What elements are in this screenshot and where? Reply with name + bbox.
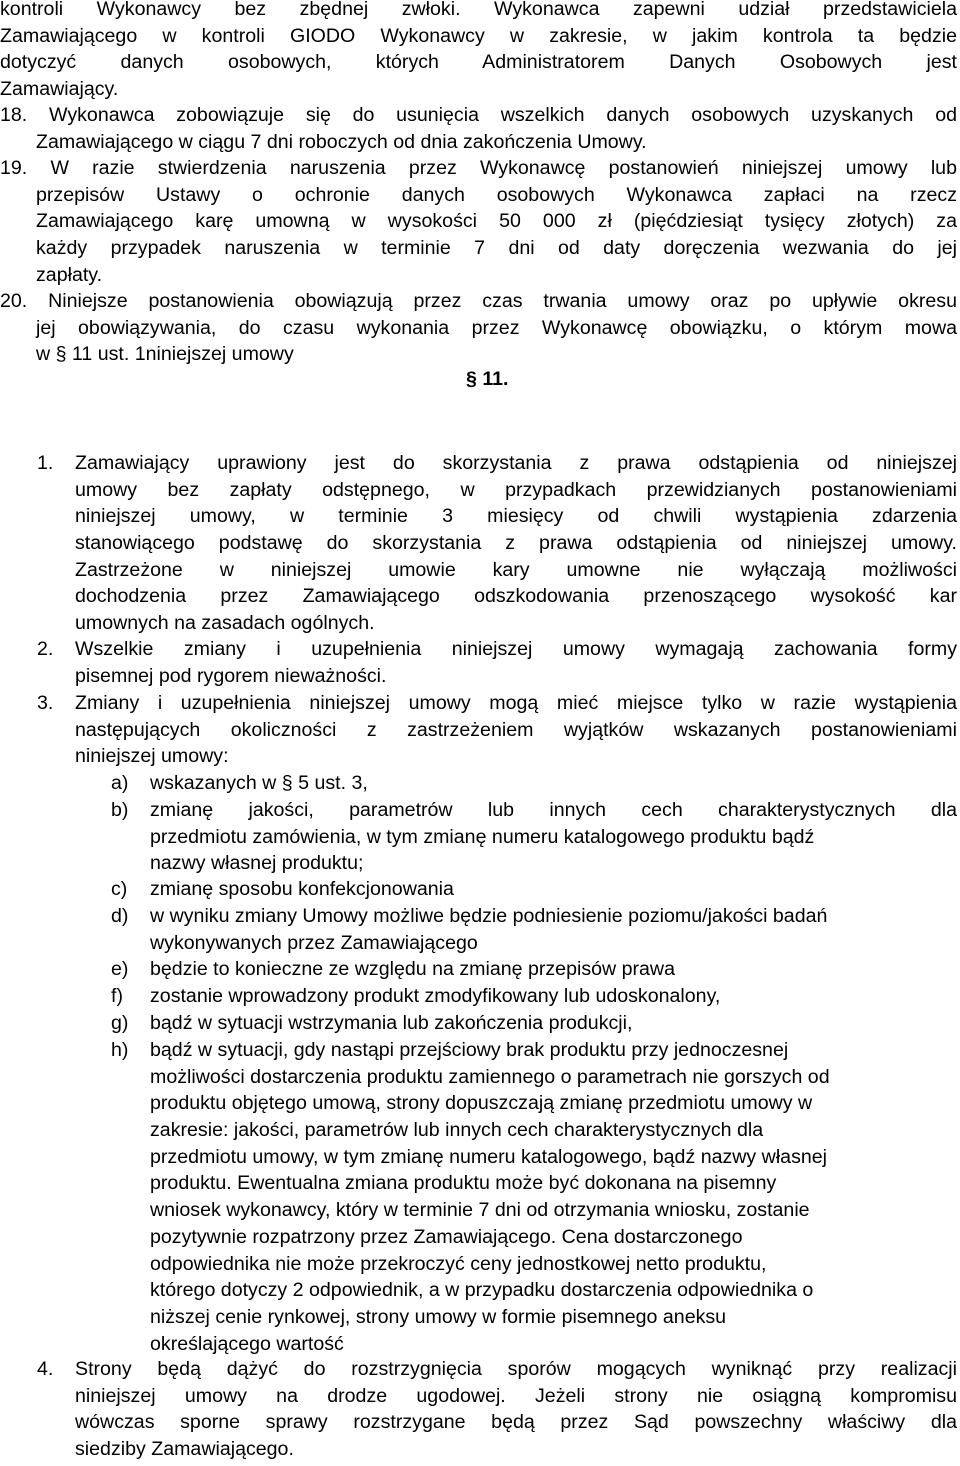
text-line: umownych na zasadach ogólnych. xyxy=(75,612,375,635)
subitem-letter: a) xyxy=(111,772,129,794)
subitem-letter: d) xyxy=(111,905,129,927)
subitem-letter: f) xyxy=(111,985,123,1007)
text-line: przepisów Ustawy o ochronie danych osobowych Wykonawca zapłaci na rzecz xyxy=(36,183,957,206)
point-number: 1. xyxy=(37,452,54,474)
text-line: Zamawiający uprawiony jest do skorzystania z prawa odstąpienia od niniejszej xyxy=(75,452,957,474)
text-line: bądź w sytuacji, gdy nastąpi przejściowy brak produktu przy jednoczesnej xyxy=(150,1039,789,1061)
text-line: w § 11 ust. 1niniejszej umowy xyxy=(36,343,294,366)
text-line: Zastrzeżone w niniejszej umowie kary umowne nie wyłączają możliwości xyxy=(75,558,957,581)
text-line: wniosek wykonawcy, który w terminie 7 dni od otrzymania wniosku, zostanie xyxy=(150,1199,810,1222)
text-line: dochodzenia przez Zamawiającego odszkodowania przenoszącego wysokość kar xyxy=(75,585,957,608)
text-line: w wyniku zmiany Umowy możliwe będzie podniesienie poziomu/jakości badań xyxy=(150,905,828,927)
text-line: produktu objętego umową, strony dopuszczają zmianę przedmiotu umowy w xyxy=(150,1092,813,1115)
point-number: 3. xyxy=(37,692,54,714)
text-line: określającego wartość xyxy=(150,1332,344,1355)
text-line: Zamawiającego w kontroli GIODO Wykonawcy w zakresie, w jakim kontrola ta będzie xyxy=(0,24,957,47)
text-line: niniejszej umowy, w terminie 3 miesięcy od chwili wystąpienia zdarzenia xyxy=(75,505,957,528)
subitem-letter: h) xyxy=(111,1039,129,1061)
subitem-letter: e) xyxy=(111,958,129,980)
continuation-paragraph xyxy=(0,0,957,103)
text-line: następujących okoliczności z zastrzeżeniem wyjątków wskazanych postanowieniami xyxy=(75,718,957,741)
clause-first-line: 19. W razie stwierdzenia naruszenia przez Wykonawcę postanowień niniejszej umowy lub xyxy=(0,157,957,179)
text-line: którego dotyczy 2 odpowiednik, a w przypadku dostarczenia odpowiednika o xyxy=(150,1279,814,1302)
clause-number: 20. xyxy=(0,290,28,312)
text-line: odpowiednika nie może przekroczyć ceny jednostkowej netto produktu, xyxy=(150,1252,767,1275)
text-line: niższej cenie rynkowej, strony umowy w formie pisemnego aneksu xyxy=(150,1305,727,1328)
text-line: bądź w sytuacji wstrzymania lub zakończenia produkcji, xyxy=(150,1012,633,1034)
text-line: każdy przypadek naruszenia w terminie 7 dni od daty doręczenia wezwania do jej xyxy=(36,237,957,260)
text-line: Zamawiającego w ciągu 7 dni roboczych od dnia zakończenia Umowy. xyxy=(36,130,647,153)
text-line: umowy bez zapłaty odstępnego, w przypadkach przewidzianych postanowieniami xyxy=(75,478,957,501)
text-line: nazwy własnej produktu; xyxy=(150,852,364,875)
text-line: stanowiącego podstawę do skorzystania z prawa odstąpienia od niniejszej umowy. xyxy=(75,532,957,555)
clause-20 xyxy=(0,288,957,368)
text-line: Wszelkie zmiany i uzupełnienia niniejszej umowy wymagają zachowania formy xyxy=(75,638,957,660)
text-line: kontroli Wykonawcy bez zbędnej zwłoki. Wykonawca zapewni udział przedstawiciela xyxy=(0,0,957,20)
point-number: 4. xyxy=(37,1358,54,1380)
clause-19 xyxy=(0,155,957,288)
text-line: zmianę jakości, parametrów lub innych cech charakterystycznych dla xyxy=(150,799,957,821)
text-line: jej obowiązywania, do czasu wykonania przez Wykonawcę obowiązku, o którym mowa xyxy=(36,316,957,339)
subitem-letter: b) xyxy=(111,799,129,821)
point-number: 2. xyxy=(37,638,54,660)
text-line: zapłaty. xyxy=(36,263,103,286)
text-line: Zmiany i uzupełnienia niniejszej umowy mogą mieć miejsce tylko w razie wystąpienia xyxy=(75,692,957,714)
text-line: wówczas sporne sprawy rozstrzygane będą przez Sąd powszechny właściwy dla xyxy=(75,1411,957,1434)
text-line: niniejszej umowy na drodze ugodowej. Jeżeli strony nie osiągną kompromisu xyxy=(75,1384,957,1407)
text-line: produktu. Ewentualna zmiana produktu może być dokonana na pisemny xyxy=(150,1172,777,1195)
text-line: zmianę sposobu konfekcjonowania xyxy=(150,878,454,900)
text-line: pisemnej pod rygorem nieważności. xyxy=(75,664,387,687)
text-line: dotyczyć danych osobowych, których Administratorem Danych Osobowych jest xyxy=(0,51,957,74)
text-line: zostanie wprowadzony produkt zmodyfikowany lub udoskonalony, xyxy=(150,985,721,1007)
text-line: zakresie: jakości, parametrów lub innych cech charakterystycznych dla xyxy=(150,1119,764,1142)
section-heading: § 11. xyxy=(466,368,509,390)
text-line: wykonywanych przez Zamawiającego xyxy=(150,931,478,954)
clause-number: 18. xyxy=(0,104,28,126)
subitem-letter: c) xyxy=(111,878,128,900)
clause-first-line: 18. Wykonawca zobowiązuje się do usunięcia wszelkich danych osobowych uzyskanych od xyxy=(0,104,957,126)
text-line: pozytywnie rozpatrzony przez Zamawiającego. Cena dostarczonego xyxy=(150,1225,743,1248)
clause-number: 19. xyxy=(0,157,28,179)
clause-18 xyxy=(0,102,957,155)
text-line: będzie to konieczne ze względu na zmianę przepisów prawa xyxy=(150,958,675,980)
text-line: Zamawiającego karę umowną w wysokości 50 000 zł (pięćdziesiąt tysięcy złotych) za xyxy=(36,210,957,233)
clause-first-line: 20. Niniejsze postanowienia obowiązują przez czas trwania umowy oraz po upływie okresu xyxy=(0,290,957,312)
text-line: przedmiotu umowy, w tym zmianę numeru katalogowego, bądź nazwy własnej xyxy=(150,1145,828,1168)
text-line: Strony będą dążyć do rozstrzygnięcia sporów mogących wyniknąć przy realizacji xyxy=(75,1358,957,1380)
text-line: wskazanych w § 5 ust. 3, xyxy=(150,772,368,794)
text-line: możliwości dostarczenia produktu zamiennego o parametrach nie gorszych od xyxy=(150,1065,830,1088)
text-line: niniejszej umowy: xyxy=(75,745,229,768)
subitem-letter: g) xyxy=(111,1012,129,1034)
text-line: Zamawiający. xyxy=(0,78,119,101)
text-line: siedziby Zamawiającego. xyxy=(75,1438,294,1461)
text-line: przedmiotu zamówienia, w tym zmianę numeru katalogowego produktu bądź xyxy=(150,825,815,848)
